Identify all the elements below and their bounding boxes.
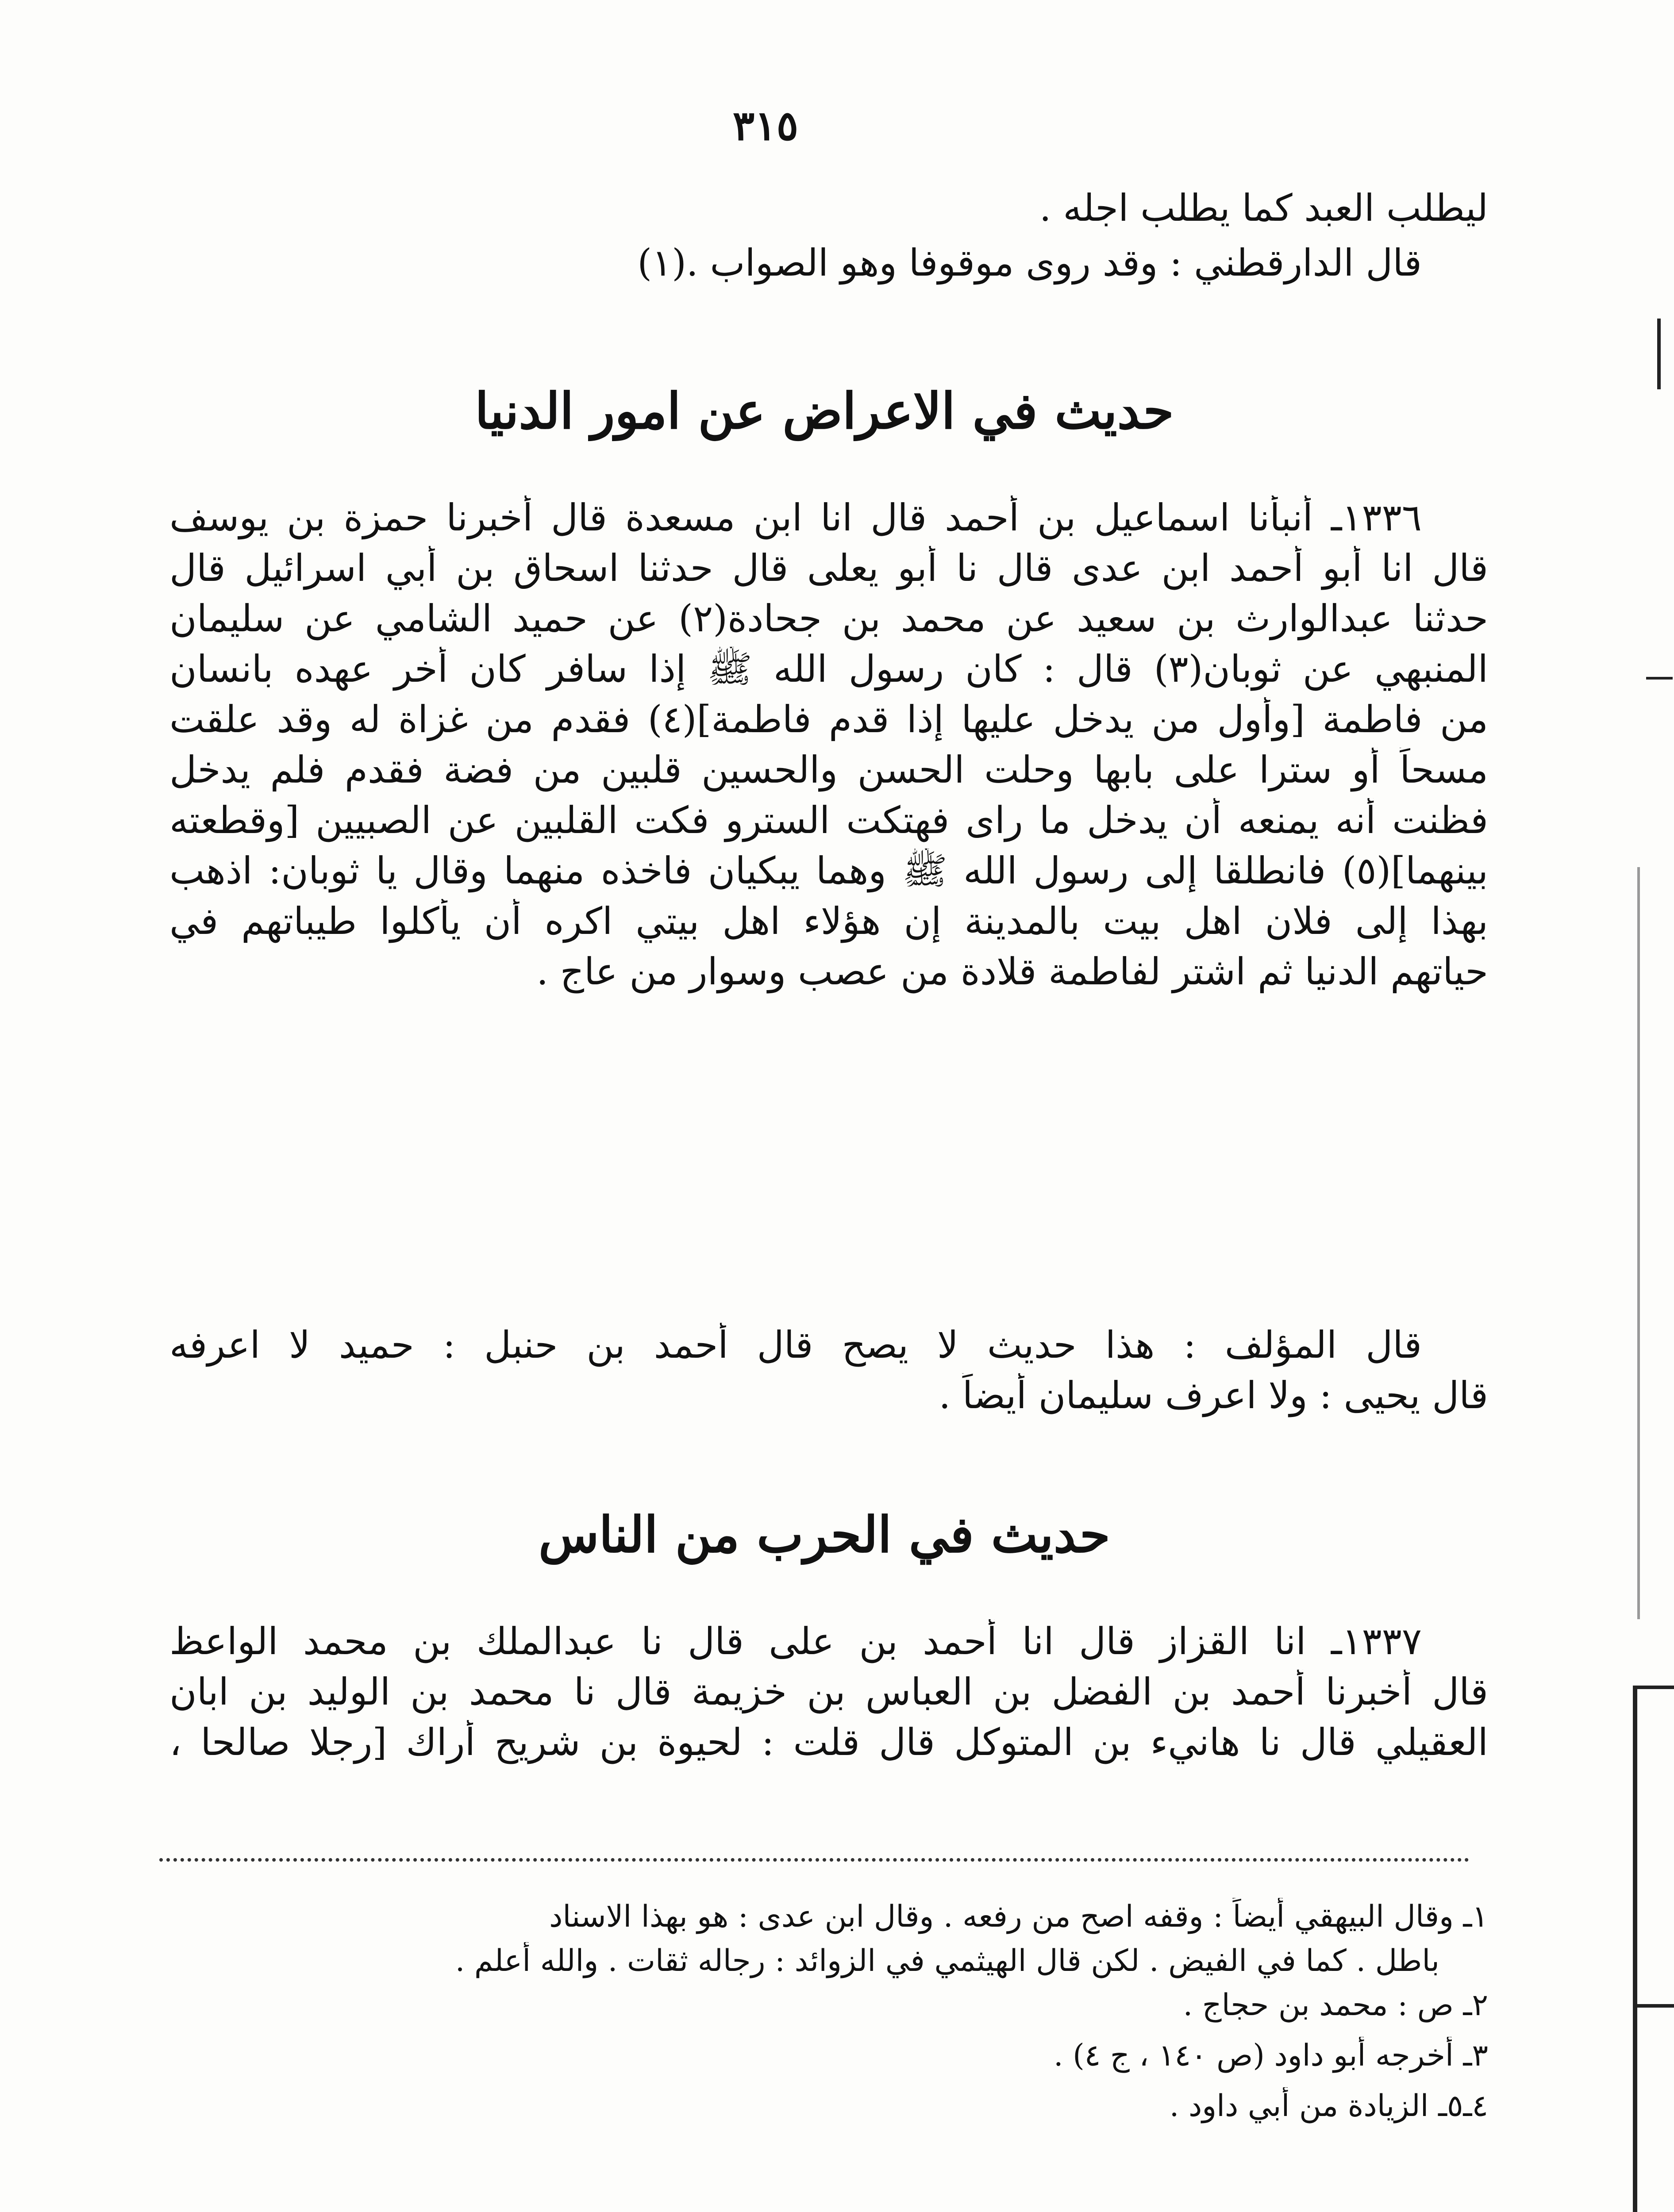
binding-mark (1646, 677, 1673, 680)
body-line: مسحاً أو سترا على بابها وحلت الحسن والحسين قلبين من فضة فقدم فلم يدخل (169, 748, 1488, 791)
body-line: قال انا أبو أحمد ابن عدى قال نا أبو يعلى قال حدثنا اسحاق بن أبي اسرائيل قال (169, 546, 1488, 590)
note-line: قال المؤلف : هذا حديث لا يصح قال أحمد بن حنبل : حميد لا اعرفه (169, 1323, 1422, 1367)
binding-mark (1637, 867, 1640, 1619)
body-line: بهذا إلى فلان اهل بيت بالمدينة إن هؤلاء اهل بيتي اكره أن يأكلوا طيباتهم في (169, 899, 1488, 943)
binding-mark (1633, 2004, 1674, 2008)
footnote: ٤ـ٥ـ الزيادة من أبي داود . (1169, 2089, 1488, 2124)
body-line: حدثنا عبدالوارث بن سعيد عن محمد بن جحادة(٢) عن حميد الشامي عن سليمان (169, 597, 1488, 640)
intro-line: ليطلب العبد كما يطلب اجله . (1039, 186, 1488, 230)
intro-line: قال الدارقطني : وقد روى موقوفا وهو الصواب .(١) (637, 241, 1422, 284)
footnotes (178, 1898, 1488, 2131)
body-line: العقيلي قال نا هانيء بن المتوكل قال قلت : لحيوة بن شريح أراك [رجلا صالحا ، (169, 1720, 1488, 1764)
footnote: ٣ـ أخرجه أبو داود (ص ١٤٠ ، ج ٤) . (1053, 2038, 1488, 2073)
body-line: بينهما](٥) فانطلقا إلى رسول الله ﷺ وهما يبكيان فاخذه منهما وقال يا ثوبان: اذهب (169, 849, 1488, 892)
hadith-1336-body (169, 495, 1488, 1000)
page-number: ٣١٥ (732, 102, 799, 150)
body-line: من فاطمة [وأول من يدخل عليها إذا قدم فاطمة](٤) فقدم من غزاة له وقد علقت (169, 698, 1488, 741)
body-line: فظنت أنه يمنعه أن يدخل ما راى فهتكت السترو فكت القلبين عن الصبيين [وقطعته (169, 799, 1488, 842)
hadith-1337-body (169, 1619, 1488, 1770)
binding-mark (1657, 319, 1661, 389)
body-line: المنبهي عن ثوبان(٣) قال : كان رسول الله ﷺ إذا سافر كان أخر عهده بانسان (169, 647, 1488, 691)
body-line: قال أخبرنا أحمد بن الفضل بن العباس بن خزيمة قال نا محمد بن الوليد بن ابان (169, 1670, 1488, 1713)
footnote: ١ـ وقال البيهقي أيضاً : وقفه اصح من رفعه . وقال ابن عدى : هو بهذا الاسناد (549, 1899, 1488, 1934)
binding-mark (1633, 1686, 1637, 2212)
footnote-continuation: باطل . كما في الفيض . لكن قال الهيثمي في الزوائد : رجاله ثقات . والله أعلم . (455, 1943, 1439, 1978)
note-line: قال يحيى : ولا اعرف سليمان أيضاً . (939, 1374, 1488, 1417)
section-heading: حديث في الحرب من الناس (539, 1506, 1110, 1564)
section-heading: حديث في الاعراض عن امور الدنيا (475, 382, 1174, 440)
binding-mark (1633, 1686, 1674, 1689)
footnote: ٢ـ ص : محمد بن حجاج . (1183, 1988, 1488, 2023)
body-line: ١٣٣٦ـ أنبأنا اسماعيل بن أحمد قال انا ابن مسعدة قال أخبرنا حمزة بن يوسف (169, 496, 1422, 539)
body-line: ١٣٣٧ـ انا القزاز قال انا أحمد بن على قال نا عبدالملك بن محمد الواعظ (169, 1620, 1422, 1663)
footnote-divider (159, 1858, 1469, 1862)
intro-block (169, 186, 1488, 291)
body-line: حياتهم الدنيا ثم اشتر لفاطمة قلادة من عصب وسوار من عاج . (536, 950, 1488, 993)
author-note (169, 1323, 1488, 1424)
